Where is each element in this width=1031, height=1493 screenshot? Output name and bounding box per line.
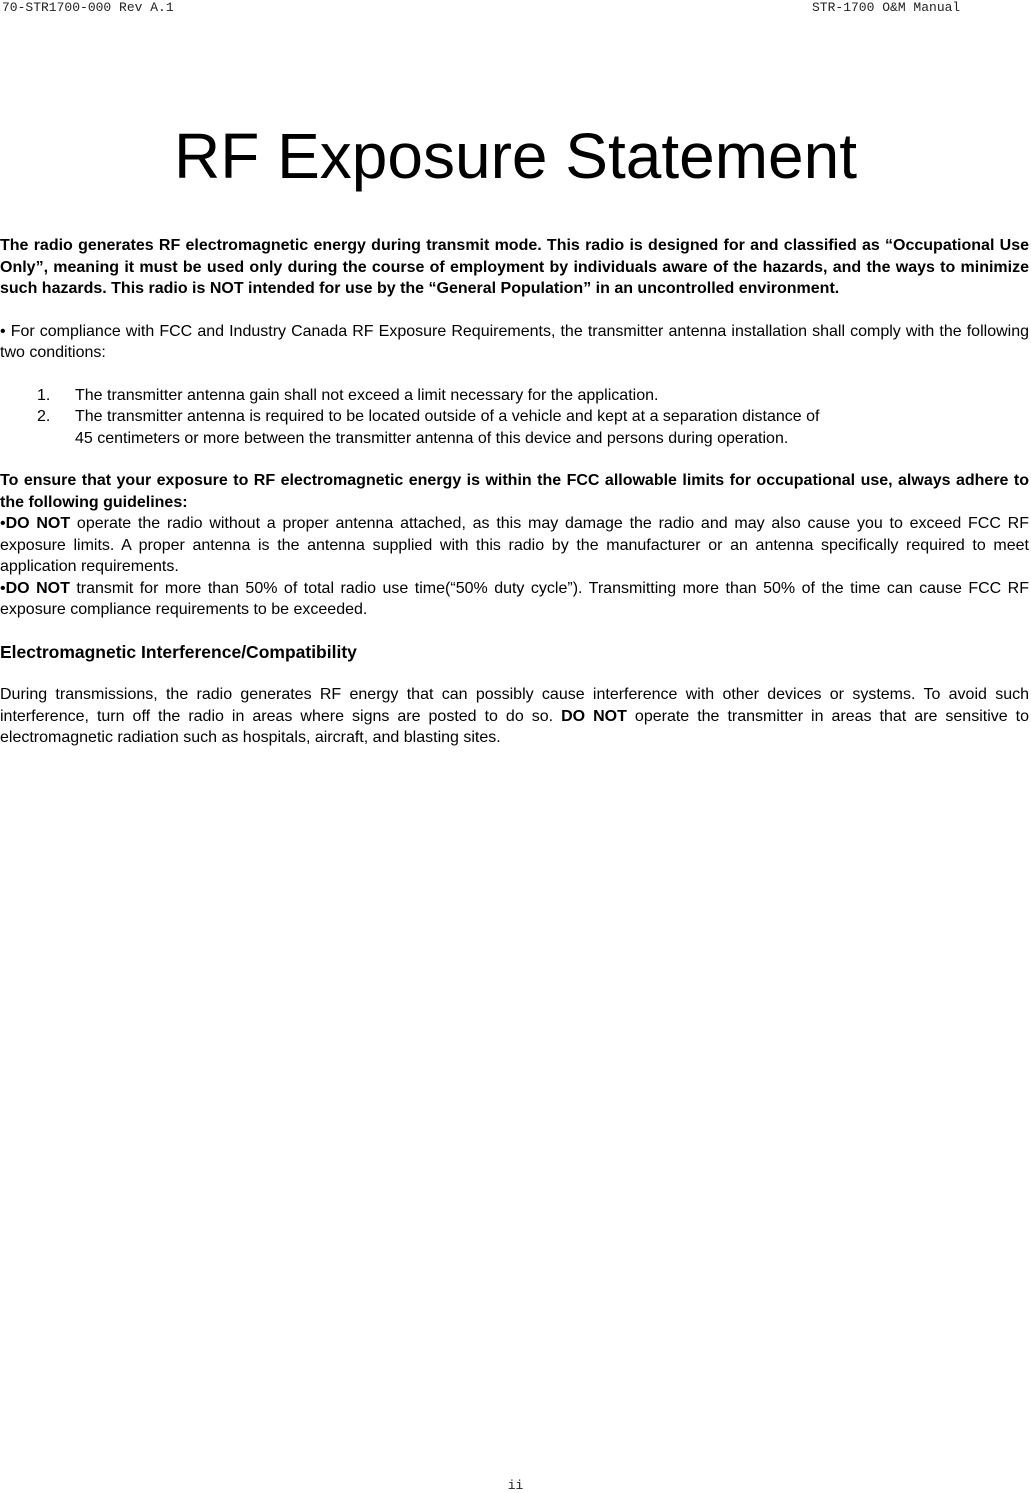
emi-text-after: operate the transmitter in areas that are sensitive to electromagnetic radiation such as hospitals, aircraft, and blasting sites.: [0, 707, 1030, 746]
condition-item: [0, 385, 1029, 407]
page-header: [0, 0, 1031, 16]
emi-text-before: During transmissions, the radio generates RF energy that can possibly cause interference with other devices or systems. To avoid such interference, turn off the radio in areas where signs are posted to do so.: [0, 686, 1029, 725]
guideline-text: operate the radio without a proper antenna attached, as this may damage the radio and may also cause you to exceed FCC RF exposure limits. A proper antenna is the antenna supplied with this radio by the manufacturer or an antenna specifically required to meet application requirements.: [0, 515, 1029, 575]
guidelines-heading: To ensure that your exposure to RF electromagnetic energy is within the FCC allowable limits for occupational use, always adhere to the following guidelines:: [0, 472, 1029, 511]
conditions-list: [0, 385, 1029, 450]
condition-number: 1.: [37, 386, 51, 404]
emi-emphasis: DO NOT: [561, 707, 627, 725]
guideline-text: transmit for more than 50% of total radio use time(“50% duty cycle”). Transmitting more than 50% of the time can cause FCC RF exposure compliance requirements to be exceeded.: [0, 579, 1030, 618]
condition-item: [0, 406, 1029, 449]
emi-paragraph: [0, 684, 1029, 749]
condition-text-line2: 45 centimeters or more between the transmitter antenna of this device and persons during operation.: [75, 429, 789, 447]
page-number: ii: [507, 1478, 524, 1493]
compliance-paragraph: • For compliance with FCC and Industry Canada RF Exposure Requirements, the transmitter antenna installation shall comply with the following two conditions:: [0, 322, 1029, 361]
condition-number: 2.: [37, 408, 51, 425]
page-title: RF Exposure Statement: [174, 120, 857, 192]
document-number: 70-STR1700-000 Rev A.1: [2, 0, 174, 15]
guideline-emphasis: DO NOT: [5, 579, 70, 597]
condition-text-line1: The transmitter antenna is required to be located outside of a vehicle and kept at a separation distance of: [75, 408, 820, 425]
section-heading-emi: Electromagnetic Interference/Compatibility: [0, 641, 357, 662]
guideline-item: [0, 513, 1029, 578]
bullet: •: [0, 579, 6, 597]
guideline-emphasis: DO NOT: [5, 515, 71, 532]
bullet: •: [0, 515, 6, 532]
manual-title: STR-1700 O&M Manual: [812, 0, 961, 15]
condition-text: The transmitter antenna gain shall not exceed a limit necessary for the application.: [75, 386, 659, 404]
guideline-item: [0, 578, 1029, 621]
document-body: [0, 235, 1029, 749]
intro-paragraph: The radio generates RF electromagnetic energy during transmit mode. This radio is designed for and classified as “Occupational Use Only”, meaning it must be used only during the course of employment by individuals aware of the hazards, and the ways to minimize such hazards. This radio is NOT intended for use by the “General Population” in an uncontrolled environment.: [0, 237, 1029, 297]
